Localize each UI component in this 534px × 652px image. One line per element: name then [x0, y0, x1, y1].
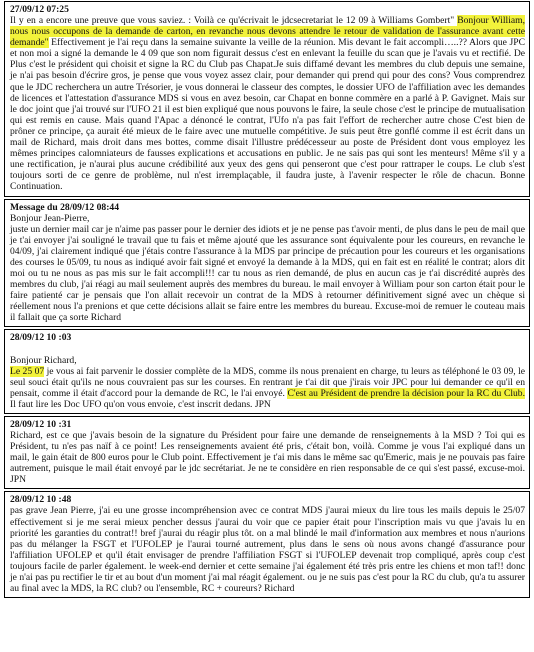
message-body: [10, 213, 525, 324]
message-text: Bonjour Jean-Pierre, juste un dernier mail car je n'aime pas passer pour le dernier des idiots et je ne pense pas t'avoir menti, de plus dans le peu de mail que je t'ai envoyer j'ai souligné le travail que tu fais et même ajouté que les assurance sont équivalente pour les coureurs, en revanche le 04/09, j'ai clairement indiqué que j'étais contre l'assurance à la MDS par principe de précaution pour les coureurs et les organisations des courses le 05/09, tu nous as indiqué avoir fait signé et envoyé la demande à la MDS, qui en fait est en réalité le contrat; alors dit moi ou tu ne nous as pas mis sur le fait accompli!!! car tu nous as rien demandé, de plus en aucun cas je t'ai discrédité auprès des membres du club, j'ai réagi au mail seulement auprès des membres du bureau. le mail envoyer à William pour son carton était pour le faire patienté car je pensais que l'on allait recevoir un contrat de la MDS à retourner définitivement signé avec un chèque si réellement nous l'a prenions et que cette décisions allait se faire entre les membres du bureau. Excuse-moi de remuer le couteau mais il fallait que ça sorte Richard: [10, 212, 525, 324]
message-entry: [4, 199, 530, 328]
message-date-header: Message du 28/09/12 08:44: [10, 201, 119, 213]
message-date-header: 28/09/12 10 :03: [10, 332, 72, 344]
message-thread: [4, 1, 530, 600]
message-date-header: 28/09/12 10 :48: [10, 494, 72, 506]
highlighted-text: Le 25 07: [10, 365, 45, 377]
message-text: Il y en a encore une preuve que vous saviez. : Voilà ce qu'écrivait le jdcsecretariat le 12 09 à Williams Gombert": [10, 15, 458, 26]
message-body: [10, 505, 525, 594]
message-entry: [4, 416, 530, 489]
message-body: [10, 15, 525, 193]
message-text: je vous ai fait parvenir le dossier complète de la MDS, comme ils nous prenaient en charge, tu leurs as téléphoné le 03 09, le seul souci était qu'ils ne nous couvraient pas sur les courses. En rentrant je t'ai dit que j'irais voir JPC pour lui demander ce qu'il en pensait, comme il était d'accord pour la demande de RC, le l'ai envoyé.: [10, 365, 526, 399]
message-text: Richard, est ce que j'avais besoin de la signature du Président pour faire une demande de renseignements à la MSD ? Toi qui es Président, tu n'es pas naïf à ce point! Les renseignements avaient été pris, c'était bon, voilà. Comme je vous l'ai expliqué dans un mail, le gain était de 800 euros pour le Club point. Effectivement je t'ai mis dans le même sac qu'Emeric, mais je ne pouvais pas faire autrement, puisque le mail était envoyé par le jdc secrétariat. Je ne te considère en rien responsable de ce qui s'est passé, excuse-moi. JPN: [10, 430, 525, 486]
message-date-header: 27/09/12 07:25: [10, 4, 69, 15]
message-text: pas grave Jean Pierre, j'ai eu une grosse incompréhension avec ce contrat MDS j'aurai mieux du lire tous les mails depuis le 25/07 effectivement si je me serai mieux pencher dessus j'aurai du voir que ce papier était pour l'inscription mais vu que j'avais lu en priorité les garanties du contrat!! bref j'aurai du réagir plus tôt. on a mal blindé le mail d'information aux membres et nous n'aurions pas du mélanger la FSGT et l'UFOLEP je l'aurai tourné autrement, plus dans le sens où nous avons changé d'assurance pour l'affiliation UFOLEP et qu'il était envisager de prendre l'affiliation FSGT si l'UFOLEP devenait trop compliqué, après coup c'est toujours facile de parler également. le week-end dernier et cette semaine j'ai également été très pris entre les chiens et mon taf!! donc je n'ai pas pu rectifier le tir et au bout d'un moment j'ai mal réagit également. ou je ne suis pas c'est pour la RC du club, qu'a tu assurer au final avec la MDS, la RC club? ou l'ensemble, RC + coureurs? Richard: [10, 505, 525, 595]
highlighted-text: Bonjour William, nous nous occupons de la demande de carton, en revanche nous devons attendre le retour de validation de l'assurance avant cette demande": [10, 15, 525, 49]
message-date-header: 28/09/12 10 :31: [10, 419, 72, 430]
message-entry: [4, 491, 530, 598]
message-entry: [4, 329, 530, 414]
message-text: Il faut lire les Doc UFO qu'on vous envoie, c'est inscrit dedans. JPN: [10, 398, 271, 410]
message-body: [10, 343, 525, 410]
highlighted-text: C'est au Président de prendre la décision pour la RC du Club.: [287, 387, 526, 399]
message-text: Effectivement je l'ai reçu dans la semaine suivante la veille de la réunion. Mis devant le fait accompli…..?? Alors que JPC et non moi a signé la demande le 4 09 que son nom figurait dessus c'est en enlevant la feuille du scan que je l'avais vu et rectifié. De Plus c'est le président qui choisit et signe la RC du Club pas Chapat.Je suis diffamé devant les membres du club depuis une semaine, je n'ai pas besoin d'écrire gros, je pense que vous voyez assez clair, pour demander qui prend qui pour des cons? Vous comprendrez que le JDC recherchera un autre Trésorier, je vous donnerai le classeur des comptes, le dossier UFO de l'affiliation avec les demandes de licences et l'attestation d'assurance MDS si vous en avez besoin, car Chapat en bonne commère en a parlé à P. Gavignet. Mais sur le doc joint que j'ai trouvé sur l'UFO 21 il est bien expliqué que nous pouvons le faire, la seule chose c'est le principe de mutualisation qui est remis en cause. Mais quand l'Apac a dénoncé le contrat, l'Ufo n'a pas fait l'effort de rechercher autre chose C'est bien de prôner ce principe, ça aurait été mieux de le faire avec une mutuelle compétitive. Je suis peut être gonflé comme il est écrit dans un mail de Richard, mais droit dans mes bottes, comme disait l'illustre prédécesseur au poste de Président dont vous employez les mêmes principes calomniateurs de fausses explications et accusations en public. Je ne sais pas qui sont les menteurs! Même s'il y a une rectification, je n'aurai plus aucune crédibilité aux yeux des gens qui penseront que c'est pour rattraper le coups. Le club s'est toujours sorti de ce genre de problème, nul n'est irremplaçable, il faudra juste, à l'avenir respecter le rôle de chacun. Bonne Continuation.: [10, 37, 525, 193]
message-text: Bonjour Richard,: [10, 354, 77, 366]
message-entry: [4, 1, 530, 197]
message-body: [10, 430, 525, 485]
